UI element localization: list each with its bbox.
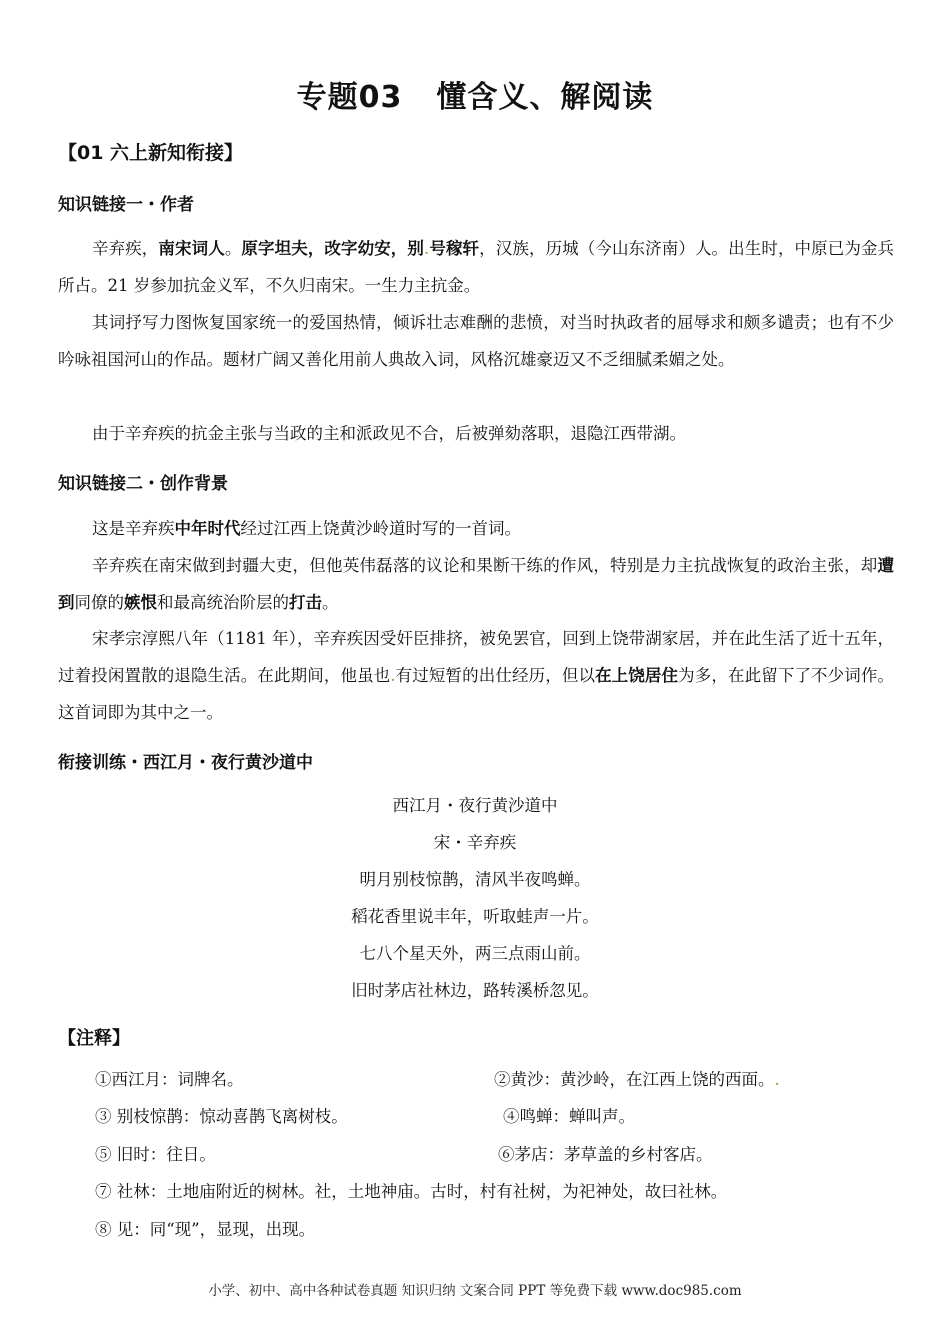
notes-heading: 【注释】 (58, 1028, 130, 1049)
poem-line: 明月别枝惊鹊，清风半夜鸣蝉。 (359, 870, 591, 889)
note-6: ⑥茅店：茅草盖的乡村客店。 (498, 1145, 713, 1164)
note-8: ⑧ 见：同“现”，显现，出现。 (95, 1220, 316, 1239)
section-heading-1: 【01 六上新知衔接】 (58, 142, 244, 164)
title-prefix: 专题03 (296, 80, 403, 115)
link1-heading: 知识链接一・作者 (58, 195, 194, 215)
poem-line: 七八个星天外，两三点雨山前。 (359, 944, 591, 963)
poem-line: 稻花香里说丰年，听取蛙声一片。 (351, 907, 599, 926)
link2-paragraph-1: 这是辛弃疾中年时代经过江西上饶黄沙岭道时写的一首词。 (92, 519, 521, 538)
link1-paragraph-2: 其词抒写力图恢复国家统一的爱国热情，倾诉壮志难酬的悲愤，对当时执政者的屈辱求和颇多谴责；也有不少吟咏祖国河山的作品。题材广阔又善化用前人典故入词，风格沉雄豪迈又不乏细腻柔媚之处。 (58, 313, 894, 369)
link1-paragraph-1: 辛弃疾，南宋词人。原字坦夫，改字幼安，别.号稼轩，汉族，历城（今山东济南）人。出生时，中原已为金兵所占。21 岁参加抗金义军，不久归南宋。一生力主抗金。 (58, 239, 895, 295)
note-5: ⑤ 旧时：往日。 (95, 1145, 216, 1164)
poem-title: 西江月・夜行黄沙道中 (392, 796, 558, 815)
title-main: 懂含义、解阅读 (436, 80, 654, 115)
note-3: ③ 别枝惊鹊：惊动喜鹊飞离树枝。 (95, 1107, 348, 1126)
note-7: ⑦ 社林：土地庙附近的树林。社，土地神庙。古时，村有社树，为祀神处，故曰社林。 (95, 1182, 728, 1201)
link2-paragraph-3: 宋孝宗淳熙八年（1181 年），辛弃疾因受奸臣排挤，被免罢官，回到上饶带湖家居，并在此生活了近十五年，过着投闲置散的退隐生活。在此期间，他虽也.有过短暂的出仕经历，但以在上饶居住为多，在此留下了不少词作。这首词即为其中之一。 (58, 629, 895, 722)
poem (0, 787, 950, 1009)
link2-heading: 知识链接二・创作背景 (58, 474, 228, 494)
note-4: ④鸣蝉：蝉叫声。 (503, 1107, 635, 1126)
page-footer: 小学、初中、高中各种试卷真题 知识归纳 文案合同 PPT 等免费下载 www.doc985.com (208, 1283, 742, 1299)
note-2: ②黄沙：黄沙岭，在江西上饶的西面。. (494, 1070, 780, 1089)
poem-line: 旧时茅店社林边，路转溪桥忽见。 (351, 981, 599, 1000)
note-1: ①西江月：词牌名。 (95, 1070, 244, 1089)
poem-author: 宋・辛弃疾 (433, 833, 517, 852)
page-title (0, 72, 950, 116)
link1-paragraph-3: 由于辛弃疾的抗金主张与当政的主和派政见不合，后被弹劾落职，退隐江西带湖。 (92, 424, 686, 443)
link2-paragraph-2: 辛弃疾在南宋做到封疆大吏，但他英伟磊落的议论和果断干练的作风，特别是力主抗战恢复的政治主张，却遭到同僚的嫉恨和最高统治阶层的打击。 (58, 556, 894, 612)
training-heading: 衔接训练・西江月・夜行黄沙道中 (58, 753, 313, 773)
